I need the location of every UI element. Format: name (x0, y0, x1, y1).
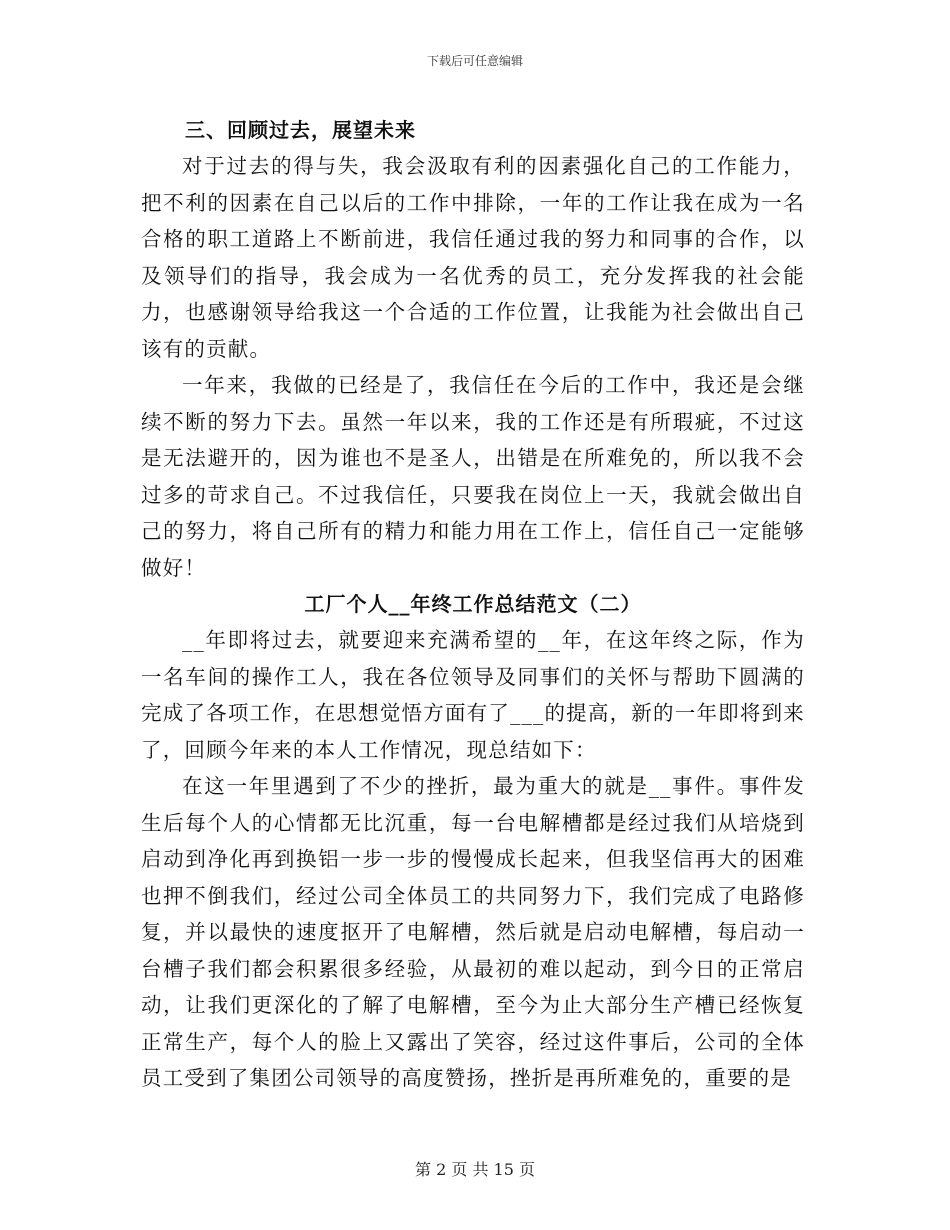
document-body (141, 112, 805, 1097)
paragraph: __年即将过去，就要迎来充满希望的__年，在这年终之际，作为一名车间的操作工人，我在各位领导及同事们的关怀与帮助下圆满的完成了各项工作，在思想觉悟方面有了___的提高，新的一年即将到来了，回顾今年来的本人工作情况，现总结如下： (141, 628, 805, 762)
paragraph: 对于过去的得与失，我会汲取有利的因素强化自己的工作能力，把不利的因素在自己以后的工作中排除，一年的工作让我在成为一名合格的职工道路上不断前进，我信任通过我的努力和同事的合作，以及领导们的指导，我会成为一名优秀的员工，充分发挥我的社会能力，也感谢领导给我这一个合适的工作位置，让我能为社会做出自己该有的贡献。 (141, 154, 805, 361)
paragraph: 一年来，我做的已经是了，我信任在今后的工作中，我还是会继续不断的努力下去。虽然一年以来，我的工作还是有所瑕疵，不过这是无法避开的，因为谁也不是圣人，出错是在所难免的，所以我不会过多的苛求自己。不过我信任，只要我在岗位上一天，我就会做出自己的努力，将自己所有的精力和能力用在工作上，信任自己一定能够做好！ (141, 373, 805, 580)
article-title: 工厂个人__年终工作总结范文（二） (304, 592, 642, 616)
paragraph: 在这一年里遇到了不少的挫折，最为重大的就是__事件。事件发生后每个人的心情都无比沉重，每一台电解槽都是经过我们从培烧到启动到净化再到换铝一步一步的慢慢成长起来，但我坚信再大的困难也押不倒我们，经过公司全体员工的共同努力下，我们完成了电路修复，并以最快的速度抠开了电解槽，然后就是启动电解槽，每启动一台槽子我们都会积累很多经验，从最初的难以起动，到今日的正常启动，让我们更深化的了解了电解槽，至今为止大部分生产槽已经恢复正常生产，每个人的脸上又露出了笑容，经过这件事后，公司的全体员工受到了集团公司领导的高度赞扬，挫折是再所难免的，重要的是 (141, 774, 805, 1090)
page-header: 下载后可任意编辑 (426, 54, 523, 68)
section-heading: 三、回顾过去，展望未来 (185, 118, 416, 142)
page-indicator: 第 2 页 共 15 页 (415, 1160, 535, 1179)
